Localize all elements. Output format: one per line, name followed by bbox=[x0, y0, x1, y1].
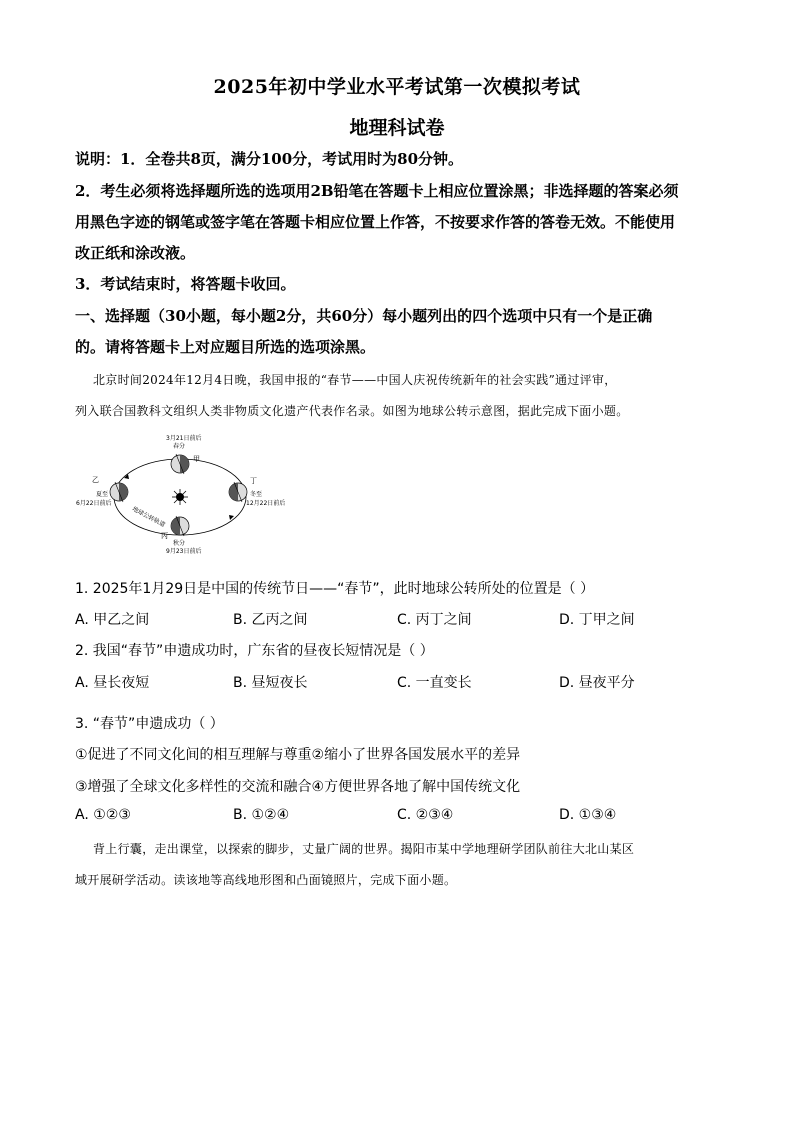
earth-icon-autumn bbox=[171, 516, 189, 536]
question-2-option-a[interactable]: A. 昼长夜短 bbox=[75, 675, 150, 691]
instruction-line-4: 改正纸和涂改液。 bbox=[75, 244, 196, 262]
question-3-statement-line-2: ③增强了全球文化多样性的交流和融合④方便世界各地了解中国传统文化 bbox=[75, 779, 521, 795]
orbit-label: 地球公转轨道 bbox=[131, 505, 167, 529]
question-2-stem: 2. 我国“春节”申遗成功时，广东省的昼夜长短情况是（ ） bbox=[75, 643, 434, 659]
passage-1-line-2: 列入联合国教科文组织人类非物质文化遗产代表作名录。如图为地球公转示意图，据此完成下面小题。 bbox=[75, 404, 629, 418]
instruction-line-5: 3．考试结束时，将答题卡收回。 bbox=[75, 275, 296, 293]
earth-icon-winter bbox=[229, 482, 247, 502]
section-heading-line-1: 一、选择题（30小题，每小题2分，共60分）每小题列出的四个选项中只有一个是正确 bbox=[75, 307, 653, 325]
instruction-line-3: 用黑色字迹的钢笔或签字笔在答题卡相应位置上作答，不按要求作答的答卷无效。不能使用 bbox=[75, 213, 676, 231]
passage-2-line-1: 背上行囊，走出课堂，以探索的脚步，丈量广阔的世界。揭阳市某中学地理研学团队前往大北山某区 bbox=[93, 842, 635, 856]
position-label-ding: 丁 bbox=[250, 477, 257, 485]
position-label-yi: 乙 bbox=[92, 476, 99, 484]
position-label-bing: 丙 bbox=[161, 532, 168, 540]
passage-1-line-1: 北京时间2024年12月4日晚，我国申报的“春节——中国人庆祝传统新年的社会实践”通过评审， bbox=[93, 373, 617, 387]
earth-icon-spring bbox=[171, 454, 189, 474]
instruction-line-2: 2．考生必须将选择题所选的选项用2B铅笔在答题卡上相应位置涂黑；非选择题的答案必须 bbox=[75, 182, 679, 200]
earth-revolution-diagram bbox=[72, 430, 292, 562]
question-2-option-d[interactable]: D. 昼夜平分 bbox=[559, 675, 635, 691]
sun-icon bbox=[172, 489, 188, 505]
term-label-summer: 夏至 bbox=[96, 491, 109, 498]
date-label-autumn: 9月23日前后 bbox=[166, 548, 202, 555]
term-label-winter: 冬至 bbox=[250, 491, 263, 498]
date-label-winter: 12月22日前后 bbox=[246, 500, 286, 507]
date-label-spring: 3月21日前后 bbox=[166, 435, 202, 442]
section-heading-line-2: 的。请将答题卡上对应题目所选的选项涂黑。 bbox=[75, 338, 376, 356]
question-1-option-c[interactable]: C. 丙丁之间 bbox=[397, 612, 472, 628]
question-3-option-c[interactable]: C. ②③④ bbox=[397, 807, 454, 823]
question-3-stem: 3. “春节”申遗成功（ ） bbox=[75, 716, 224, 732]
exam-title: 2025年初中学业水平考试第一次模拟考试 bbox=[213, 76, 581, 98]
question-1-stem: 1. 2025年1月29日是中国的传统节日——“春节”，此时地球公转所处的位置是（ ） bbox=[75, 581, 595, 597]
question-2-option-c[interactable]: C. 一直变长 bbox=[397, 675, 472, 691]
term-label-spring: 春分 bbox=[173, 443, 186, 450]
question-3-option-d[interactable]: D. ①③④ bbox=[559, 807, 617, 823]
earth-icon-summer bbox=[110, 482, 128, 502]
instruction-line-1: 说明：1．全卷共8页，满分100分，考试用时为80分钟。 bbox=[75, 150, 464, 168]
question-1-option-a[interactable]: A. 甲乙之间 bbox=[75, 612, 150, 628]
question-1-option-b[interactable]: B. 乙丙之间 bbox=[233, 612, 308, 628]
question-1-option-d[interactable]: D. 丁甲之间 bbox=[559, 612, 635, 628]
question-3-option-b[interactable]: B. ①②④ bbox=[233, 807, 290, 823]
position-label-jia: 甲 bbox=[193, 455, 200, 463]
question-3-option-a[interactable]: A. ①②③ bbox=[75, 807, 131, 823]
term-label-autumn: 秋分 bbox=[173, 540, 186, 547]
question-3-statement-line-1: ①促进了不同文化间的相互理解与尊重②缩小了世界各国发展水平的差异 bbox=[75, 747, 521, 763]
date-label-summer: 6月22日前后 bbox=[76, 500, 112, 507]
passage-2-line-2: 域开展研学活动。读该地等高线地形图和凸面镜照片，完成下面小题。 bbox=[75, 873, 457, 887]
question-2-option-b[interactable]: B. 昼短夜长 bbox=[233, 675, 308, 691]
exam-subtitle: 地理科试卷 bbox=[349, 117, 445, 139]
